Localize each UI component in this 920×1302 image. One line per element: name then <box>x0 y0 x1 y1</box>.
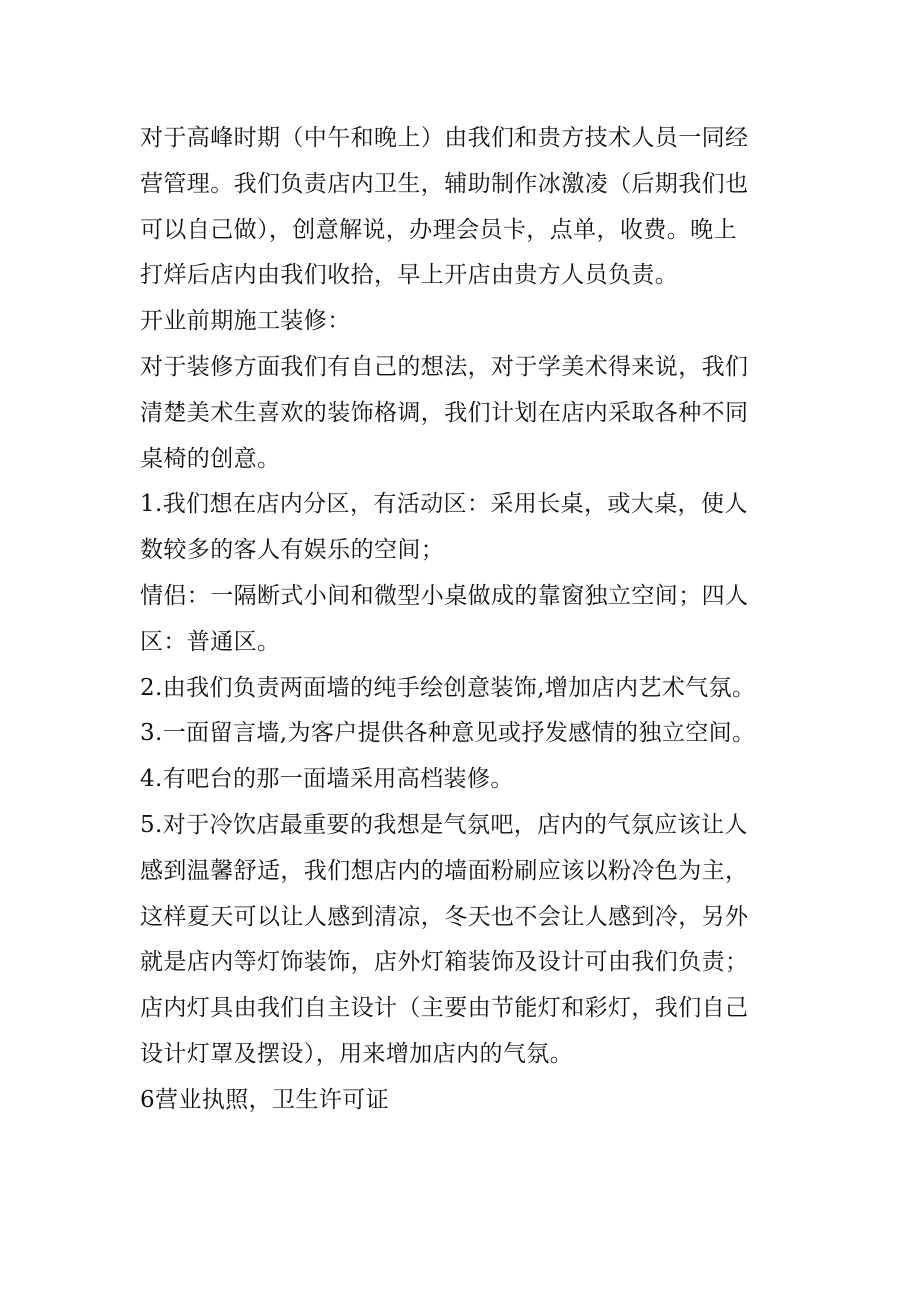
list-item: 6营业执照，卫生许可证 <box>140 1086 390 1113</box>
list-item: 2.由我们负责两面墙的纯手绘创意装饰,增加店内艺术气氛。 <box>140 674 756 701</box>
body-text <box>140 116 800 1124</box>
text-line: 情侣：一隔断式小间和微型小桌做成的靠窗独立空间；四人 <box>140 582 749 609</box>
text-line: 清楚美术生喜欢的装饰格调，我们计划在店内采取各种不同 <box>140 399 749 426</box>
list-item: 1.我们想在店内分区，有活动区：采用长桌，或大桌，使人 <box>140 491 748 518</box>
text-line: 这样夏天可以让人感到清凉，冬天也不会让人感到冷，另外 <box>140 903 749 930</box>
section-heading: 开业前期施工装修： <box>140 308 351 335</box>
text-line: 对于装修方面我们有自己的想法，对于学美术得来说，我们 <box>140 353 749 380</box>
list-item: 5.对于冷饮店最重要的我想是气氛吧，店内的气氛应该让人 <box>140 811 748 838</box>
list-item: 3.一面留言墙,为客户提供各种意见或抒发感情的独立空间。 <box>140 720 756 747</box>
text-line: 就是店内等灯饰装饰，店外灯箱装饰及设计可由我们负责； <box>140 949 749 976</box>
text-line: 店内灯具由我们自主设计（主要由节能灯和彩灯，我们自己 <box>140 995 749 1022</box>
list-item: 4.有吧台的那一面墙采用高档装修。 <box>140 766 514 793</box>
text-line: 营管理。我们负责店内卫生，辅助制作冰激凌（后期我们也 <box>140 170 749 197</box>
text-line: 桌椅的创意。 <box>140 445 281 472</box>
text-line: 区：普通区。 <box>140 628 281 655</box>
text-line: 打烊后店内由我们收拾，早上开店由贵方人员负责。 <box>140 262 679 289</box>
text-line: 对于高峰时期（中午和晚上）由我们和贵方技术人员一同经 <box>140 125 749 151</box>
text-line: 数较多的客人有娱乐的空间； <box>140 537 445 564</box>
text-line: 可以自己做），创意解说，办理会员卡，点单，收费。晚上 <box>140 216 737 243</box>
text-line: 感到温馨舒适，我们想店内的墙面粉刷应该以粉冷色为主， <box>140 857 749 884</box>
text-line: 设计灯罩及摆设），用来增加店内的气氛。 <box>140 1040 574 1067</box>
